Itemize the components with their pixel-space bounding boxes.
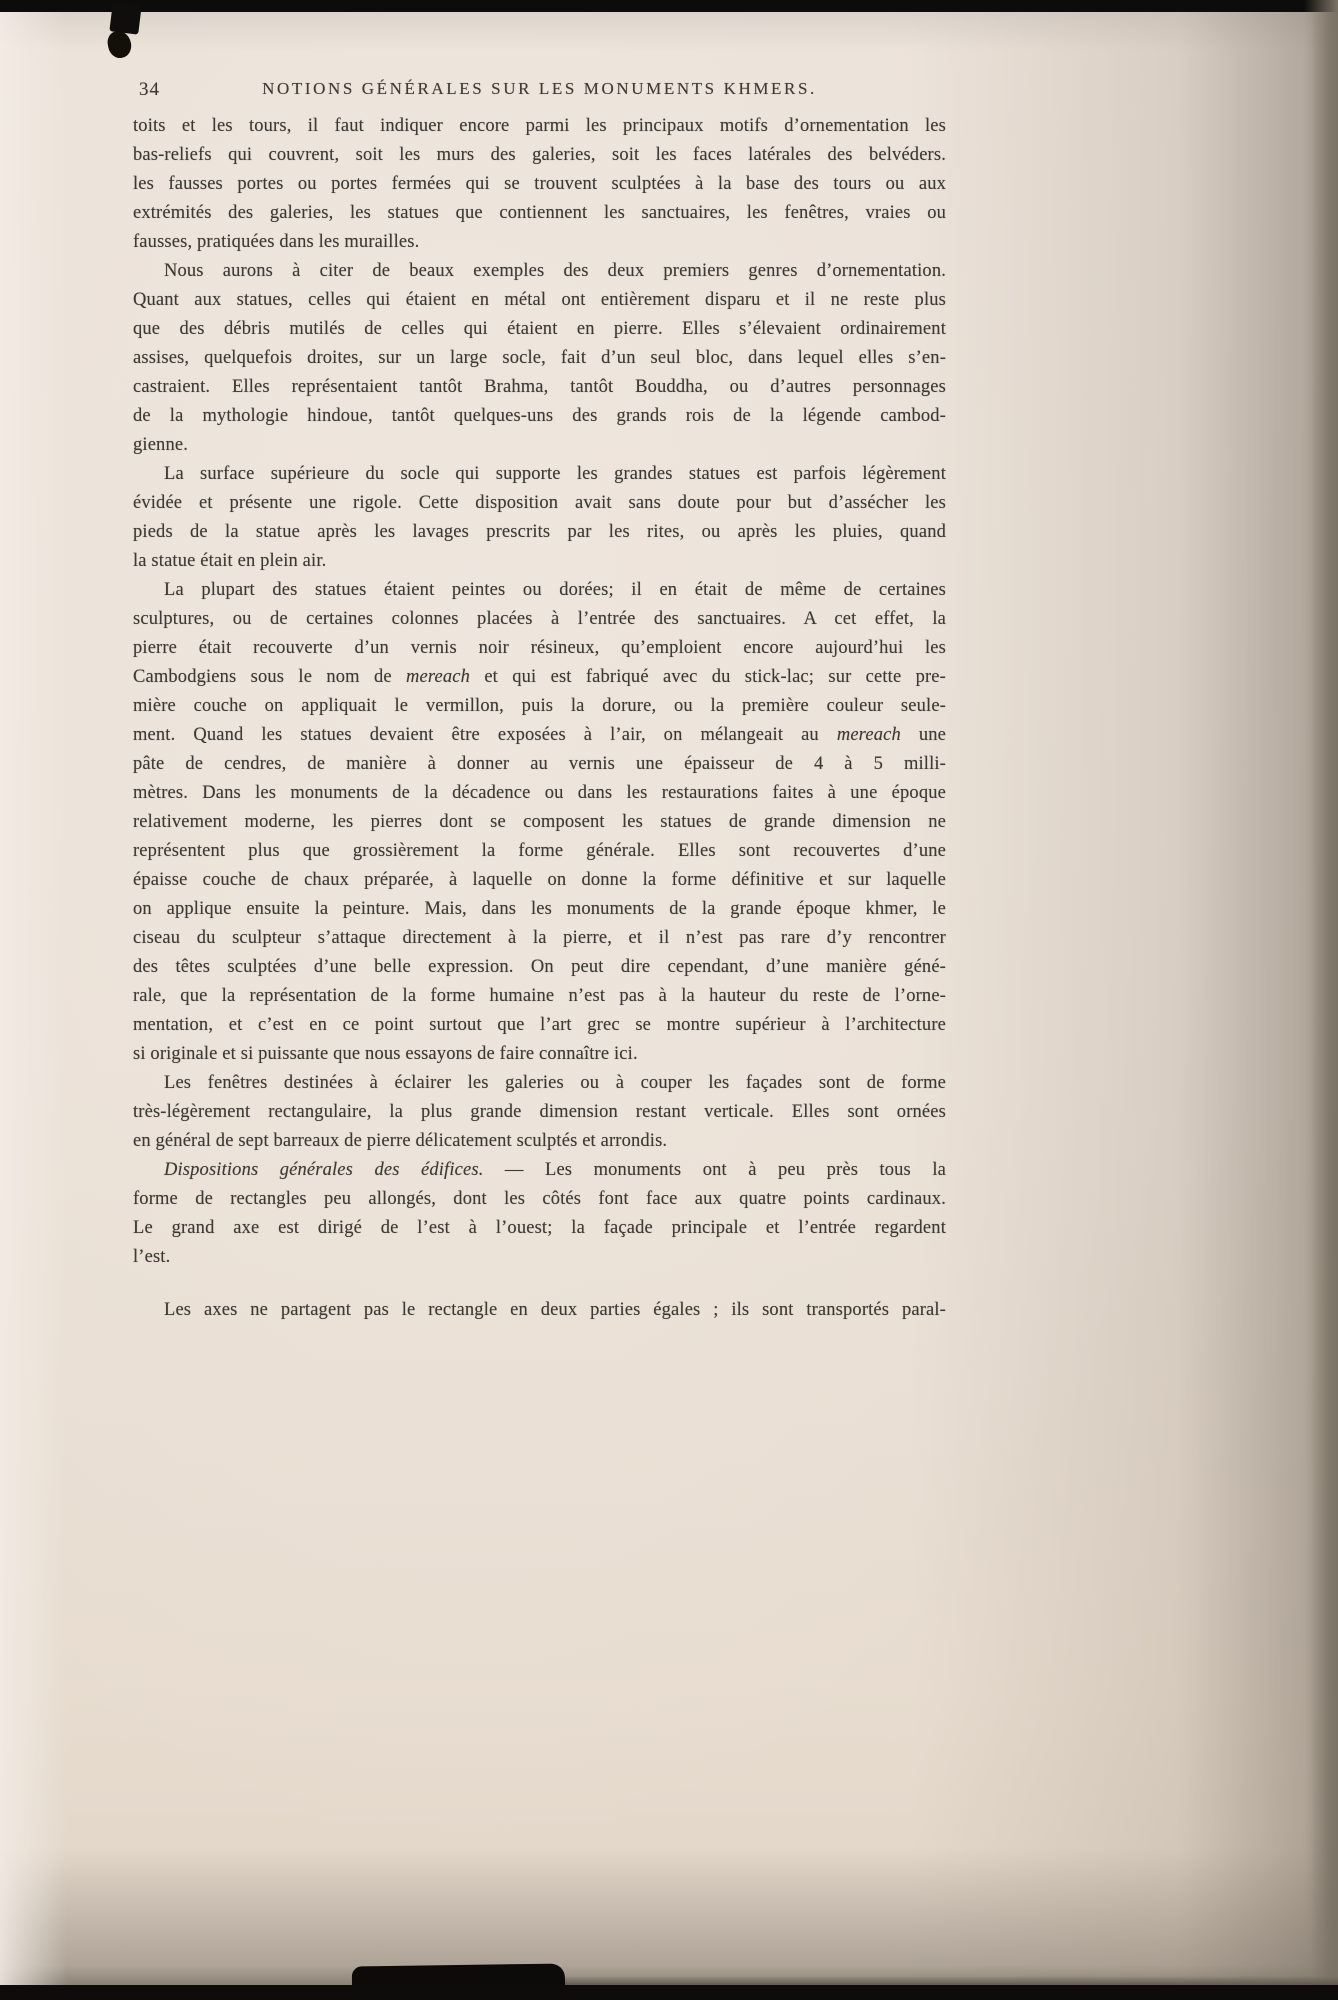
- text-line: [133, 373, 946, 402]
- text-segment: que des débris mutilés de celles qui étaient en pierre. Elles s’élevaient ordinairement: [133, 319, 946, 339]
- text-line: [133, 576, 946, 605]
- text-segment: — Les monuments ont à peu près tous la: [483, 1160, 946, 1180]
- text-line: [133, 141, 946, 170]
- text-line: [133, 1069, 946, 1098]
- text-segment: l’est.: [133, 1247, 171, 1267]
- text-line: [133, 228, 946, 257]
- text-line: [133, 721, 946, 750]
- text-segment: Le grand axe est dirigé de l’est à l’ouest; la façade principale et l’entrée regardent: [133, 1218, 946, 1238]
- text-segment: fausses, pratiquées dans les murailles.: [133, 232, 420, 252]
- italic-text-segment: Dispositions générales des édifices.: [164, 1160, 484, 1180]
- scan-artifact-mark: [109, 2, 141, 34]
- text-line: [133, 1098, 946, 1127]
- text-segment: une: [900, 725, 947, 745]
- italic-text-segment: mereach: [836, 725, 901, 745]
- text-line: [133, 170, 946, 199]
- text-segment: mière couche on appliquait le vermillon, puis la dorure, ou la première couleur seule-: [133, 696, 946, 716]
- scan-edge-right-shadow: [1304, 0, 1338, 2000]
- paragraph: [133, 1069, 946, 1156]
- text-line: [133, 953, 946, 982]
- text-segment: toits et les tours, il faut indiquer encore parmi les principaux motifs d’ornementation les: [133, 116, 946, 136]
- text-segment: castraient. Elles représentaient tantôt Brahma, tantôt Bouddha, ou d’autres personnages: [133, 377, 946, 397]
- text-line: [133, 982, 946, 1011]
- text-line: [133, 199, 946, 228]
- text-segment: mentation, et c’est en ce point surtout que l’art grec se montre supérieur à l’architecture: [133, 1015, 946, 1035]
- text-line: [133, 866, 946, 895]
- text-line: [133, 315, 946, 344]
- text-line: [133, 605, 946, 634]
- text-line: [133, 895, 946, 924]
- text-line: [133, 837, 946, 866]
- text-segment: et qui est fabriqué avec du stick-lac; sur cette pre-: [470, 667, 946, 687]
- text-line: [133, 547, 946, 576]
- paragraph: [133, 576, 946, 1069]
- text-segment: on applique ensuite la peinture. Mais, dans les monuments de la grande époque khmer, le: [133, 899, 946, 919]
- text-segment: ment. Quand les statues devaient être exposées à l’air, on mélangeait au: [133, 725, 837, 745]
- text-segment: pâte de cendres, de manière à donner au vernis une épaisseur de 4 à 5 milli-: [133, 754, 946, 774]
- text-segment: Les axes ne partagent pas le rectangle en deux parties égales ; ils sont transportés paral-: [164, 1300, 946, 1320]
- text-segment: les fausses portes ou portes fermées qui se trouvent sculptées à la base des tours ou aux: [133, 174, 946, 194]
- text-segment: en général de sept barreaux de pierre délicatement sculptés et arrondis.: [133, 1131, 668, 1151]
- paragraph: [133, 112, 946, 257]
- text-line: [133, 1185, 946, 1214]
- text-segment: Quant aux statues, celles qui étaient en métal ont entièrement disparu et il ne reste plus: [133, 290, 946, 310]
- text-segment: gienne.: [133, 435, 188, 455]
- text-segment: des têtes sculptées d’une belle expression. On peut dire cependant, d’une manière géné-: [133, 957, 946, 977]
- text-segment: La plupart des statues étaient peintes ou dorées; il en était de même de certaines: [164, 580, 946, 600]
- text-segment: mètres. Dans les monuments de la décadence ou dans les restaurations faites à une époque: [133, 783, 946, 803]
- scan-edge-top: [0, 0, 1338, 12]
- text-line: [133, 1011, 946, 1040]
- text-segment: épaisse couche de chaux préparée, à laquelle on donne la forme définitive et sur laquelle: [133, 870, 946, 890]
- text-line: [133, 431, 946, 460]
- text-segment: relativement moderne, les pierres dont se composent les statues de grande dimension ne: [133, 812, 946, 832]
- paragraph: [133, 1296, 946, 1325]
- text-segment: ciseau du sculpteur s’attaque directement à la pierre, et il n’est pas rare d’y rencontrer: [133, 928, 946, 948]
- text-line: [133, 1296, 946, 1325]
- running-header-title: NOTIONS GÉNÉRALES SUR LES MONUMENTS KHMERS.: [262, 79, 817, 98]
- text-line: [133, 634, 946, 663]
- text-segment: pierre était recouverte d’un vernis noir résineux, qu’emploient encore aujourd’hui les: [133, 638, 946, 658]
- text-segment: évidée et présente une rigole. Cette disposition avait sans doute pour but d’assécher les: [133, 493, 946, 513]
- text-line: [133, 1243, 946, 1272]
- text-segment: la statue était en plein air.: [133, 551, 327, 571]
- text-line: [133, 460, 946, 489]
- text-line: [133, 257, 946, 286]
- text-segment: extrémités des galeries, les statues que contiennent les sanctuaires, les fenêtres, vraies ou: [133, 203, 946, 223]
- text-line: [133, 1214, 946, 1243]
- text-segment: assises, quelquefois droites, sur un large socle, fait d’un seul bloc, dans lequel elles s’en-: [133, 348, 946, 368]
- text-segment: Nous aurons à citer de beaux exemples des deux premiers genres d’ornementation.: [164, 261, 946, 281]
- text-line: [133, 692, 946, 721]
- italic-text-segment: mereach: [405, 667, 471, 687]
- text-segment: rale, que la représentation de la forme humaine n’est pas à la hauteur du reste de l’orne-: [133, 986, 946, 1006]
- text-line: [133, 344, 946, 373]
- text-line: [133, 402, 946, 431]
- text-line: [133, 1040, 946, 1069]
- body-text: [133, 112, 946, 1325]
- text-line: [133, 489, 946, 518]
- scan-edge-bottom: [0, 1985, 1338, 2000]
- text-segment: forme de rectangles peu allongés, dont les côtés font face aux quatre points cardinaux.: [133, 1189, 946, 1209]
- page-header: [133, 76, 946, 102]
- paragraph: [133, 257, 946, 460]
- text-segment: représentent plus que grossièrement la forme générale. Elles sont recouvertes d’une: [133, 841, 946, 861]
- text-segment: Cambodgiens sous le nom de: [133, 667, 406, 687]
- text-line: [133, 518, 946, 547]
- text-segment: pieds de la statue après les lavages prescrits par les rites, ou après les pluies, quand: [133, 522, 946, 542]
- paragraph: [133, 1156, 946, 1272]
- text-line: [133, 1127, 946, 1156]
- text-line: [133, 750, 946, 779]
- text-line: [133, 112, 946, 141]
- text-segment: très-légèrement rectangulaire, la plus grande dimension restant verticale. Elles sont ornées: [133, 1102, 946, 1122]
- text-segment: La surface supérieure du socle qui supporte les grandes statues est parfois légèrement: [164, 464, 946, 484]
- text-segment: de la mythologie hindoue, tantôt quelques-uns des grands rois de la légende cambod-: [133, 406, 946, 426]
- text-line: [133, 924, 946, 953]
- text-line: [133, 808, 946, 837]
- text-segment: bas-reliefs qui couvrent, soit les murs des galeries, soit les faces latérales des belvéders.: [133, 145, 946, 165]
- text-segment: si originale et si puissante que nous essayons de faire connaître ici.: [133, 1044, 638, 1064]
- text-line: [133, 663, 946, 692]
- paragraph: [133, 460, 946, 576]
- text-line: [133, 1156, 946, 1185]
- text-segment: Les fenêtres destinées à éclairer les galeries ou à couper les façades sont de forme: [164, 1073, 946, 1093]
- text-segment: sculptures, ou de certaines colonnes placées à l’entrée des sanctuaires. A cet effet, la: [133, 609, 946, 629]
- text-line: [133, 779, 946, 808]
- text-line: [133, 286, 946, 315]
- page-number: 34: [139, 79, 160, 100]
